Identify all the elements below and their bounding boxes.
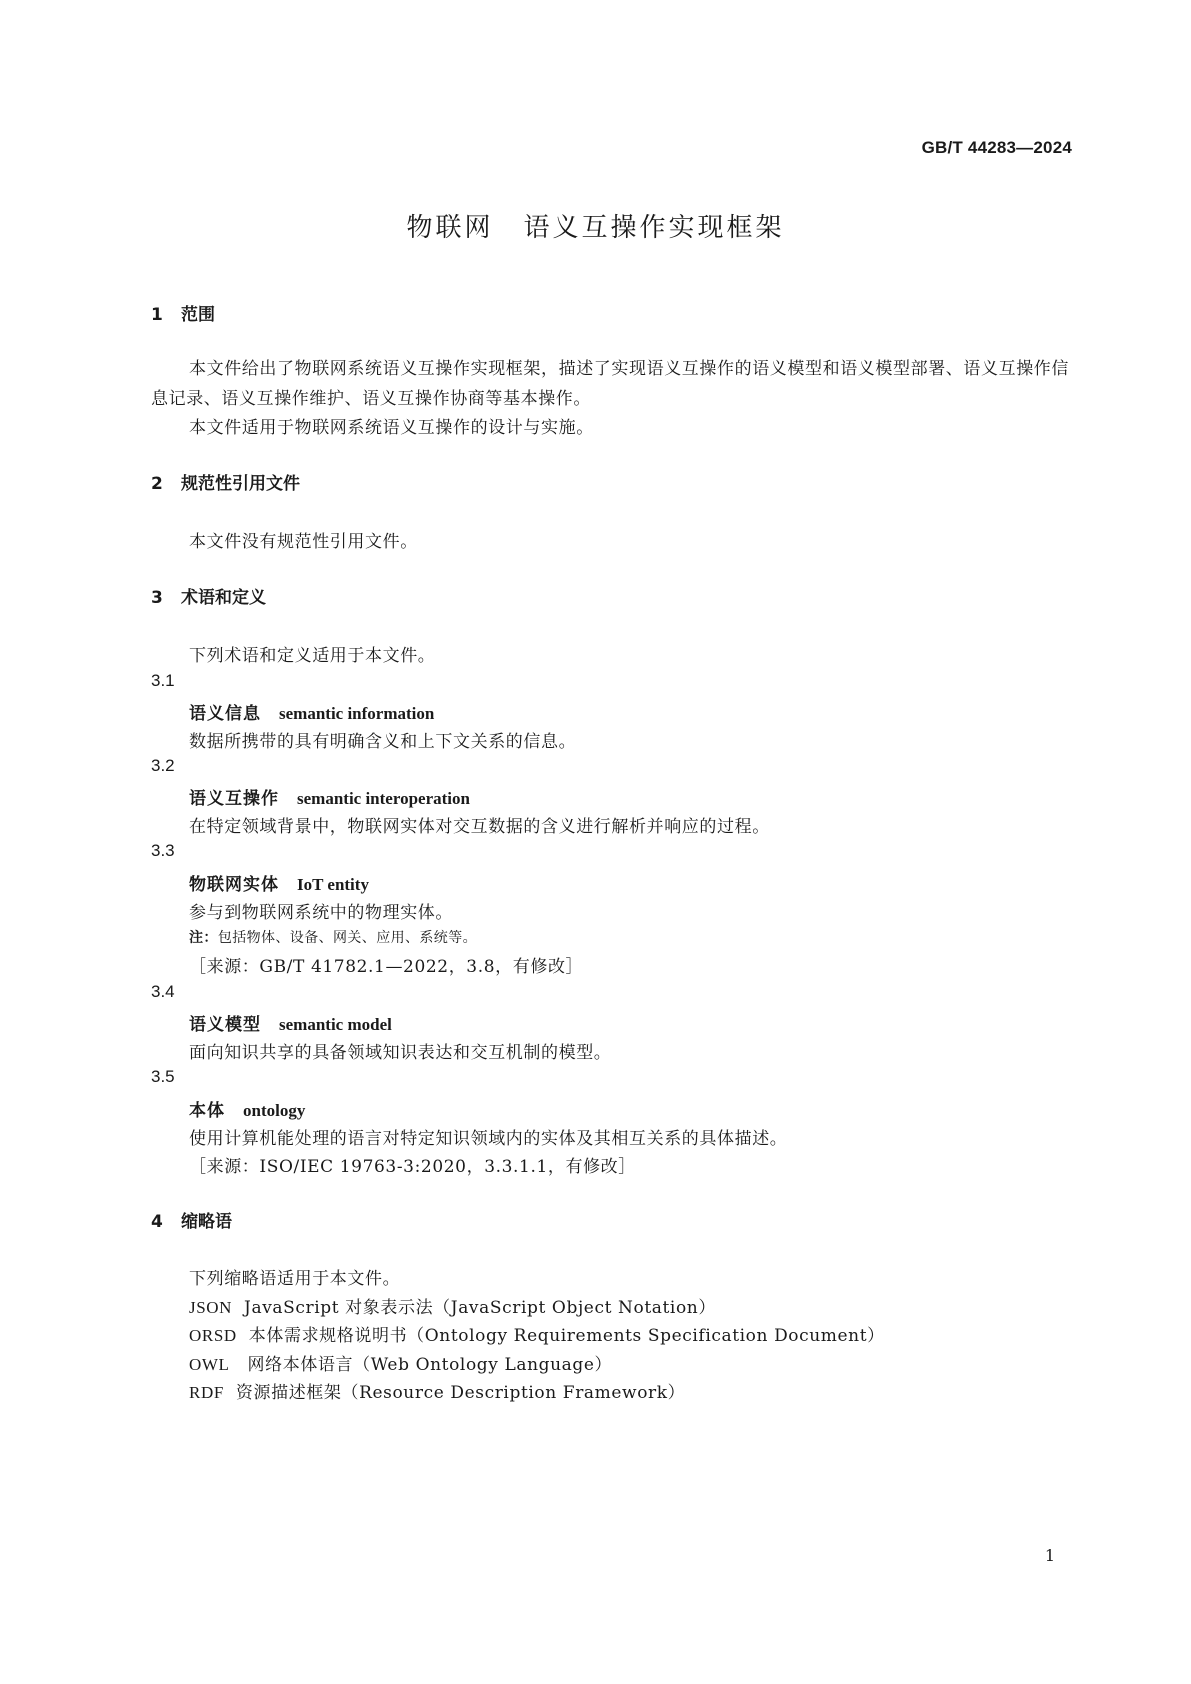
page-number: 1 bbox=[1044, 1546, 1055, 1565]
section-title: 范围 bbox=[181, 305, 215, 325]
term-definition: 参与到物联网系统中的物理实体。 bbox=[189, 903, 453, 923]
section-title: 术语和定义 bbox=[181, 588, 266, 608]
term-english: semantic interoperation bbox=[297, 789, 470, 808]
abbreviation-text: 网络本体语言（Web Ontology Language） bbox=[247, 1355, 613, 1375]
section-number: 3 bbox=[151, 588, 163, 608]
abbreviation-code: JSON bbox=[189, 1298, 233, 1317]
term-chinese: 物联网实体 bbox=[189, 875, 279, 895]
term-heading bbox=[189, 870, 369, 895]
section-4-intro: 下列缩略语适用于本文件。 bbox=[189, 1269, 401, 1289]
abbreviation-text: 本体需求规格说明书（Ontology Requirements Specification Document） bbox=[248, 1326, 885, 1346]
abbreviation-text: 资源描述框架（Resource Description Framework） bbox=[235, 1383, 686, 1403]
document-title bbox=[0, 207, 1191, 244]
abbreviation-code: ORSD bbox=[189, 1326, 237, 1345]
term-definition: 数据所携带的具有明确含义和上下文关系的信息。 bbox=[189, 732, 577, 752]
term-english: semantic information bbox=[279, 704, 435, 723]
term-note bbox=[189, 927, 477, 947]
section-4-heading bbox=[151, 1207, 232, 1232]
term-definition: 在特定领域背景中，物联网实体对交互数据的含义进行解析并响应的过程。 bbox=[189, 817, 770, 837]
term-heading bbox=[189, 1096, 305, 1121]
term-number: 3.4 bbox=[151, 982, 175, 1001]
term-chinese: 语义模型 bbox=[189, 1015, 261, 1035]
term-heading bbox=[189, 784, 470, 809]
section-1-paragraph-2: 本文件适用于物联网系统语义互操作的设计与实施。 bbox=[189, 418, 594, 438]
term-heading bbox=[189, 1010, 392, 1035]
term-english: semantic model bbox=[279, 1015, 392, 1034]
section-1-heading bbox=[151, 300, 215, 325]
section-title: 规范性引用文件 bbox=[181, 474, 300, 494]
term-number: 3.1 bbox=[151, 671, 175, 690]
term-english: ontology bbox=[243, 1101, 306, 1120]
abbreviation-code: RDF bbox=[189, 1383, 224, 1402]
title-part-1: 物联网 bbox=[406, 213, 494, 243]
abbreviation-text: JavaScript 对象表示法（JavaScript Object Notation） bbox=[244, 1298, 716, 1318]
section-number: 4 bbox=[151, 1212, 163, 1232]
section-number: 1 bbox=[151, 305, 163, 325]
abbreviation-item bbox=[189, 1350, 612, 1375]
term-number: 3.2 bbox=[151, 756, 175, 775]
abbreviation-item bbox=[189, 1321, 885, 1346]
section-1-paragraph-1: 本文件给出了物联网系统语义互操作实现框架，描述了实现语义互操作的语义模型和语义模型部署、语义互操作信息记录、语义互操作维护、语义互操作协商等基本操作。 bbox=[151, 359, 1069, 409]
abbreviation-item bbox=[189, 1293, 716, 1318]
title-part-2: 语义互操作实现框架 bbox=[523, 213, 785, 243]
section-number: 2 bbox=[151, 474, 163, 494]
abbreviation-code: OWL bbox=[189, 1355, 230, 1374]
term-chinese: 语义信息 bbox=[189, 704, 261, 724]
term-chinese: 语义互操作 bbox=[189, 789, 279, 809]
section-3-intro: 下列术语和定义适用于本文件。 bbox=[189, 646, 436, 666]
standard-number: GB/T 44283—2024 bbox=[921, 138, 1072, 157]
note-text: 包括物体、设备、网关、应用、系统等。 bbox=[217, 930, 478, 946]
term-number: 3.3 bbox=[151, 841, 175, 860]
term-source: ［来源：GB/T 41782.1—2022，3.8，有修改］ bbox=[189, 957, 584, 977]
term-definition: 使用计算机能处理的语言对特定知识领域内的实体及其相互关系的具体描述。 bbox=[189, 1129, 788, 1149]
term-source: ［来源：ISO/IEC 19763-3:2020，3.3.1.1，有修改］ bbox=[189, 1157, 636, 1177]
section-title: 缩略语 bbox=[181, 1212, 232, 1232]
term-number: 3.5 bbox=[151, 1067, 175, 1086]
section-2-paragraph: 本文件没有规范性引用文件。 bbox=[189, 532, 418, 552]
term-definition: 面向知识共享的具备领域知识表达和交互机制的模型。 bbox=[189, 1043, 612, 1063]
section-2-heading bbox=[151, 469, 300, 494]
term-english: IoT entity bbox=[297, 875, 369, 894]
term-chinese: 本体 bbox=[189, 1101, 225, 1121]
term-heading bbox=[189, 699, 434, 724]
section-3-heading bbox=[151, 583, 266, 608]
note-label: 注： bbox=[189, 930, 218, 946]
abbreviation-item bbox=[189, 1378, 685, 1403]
